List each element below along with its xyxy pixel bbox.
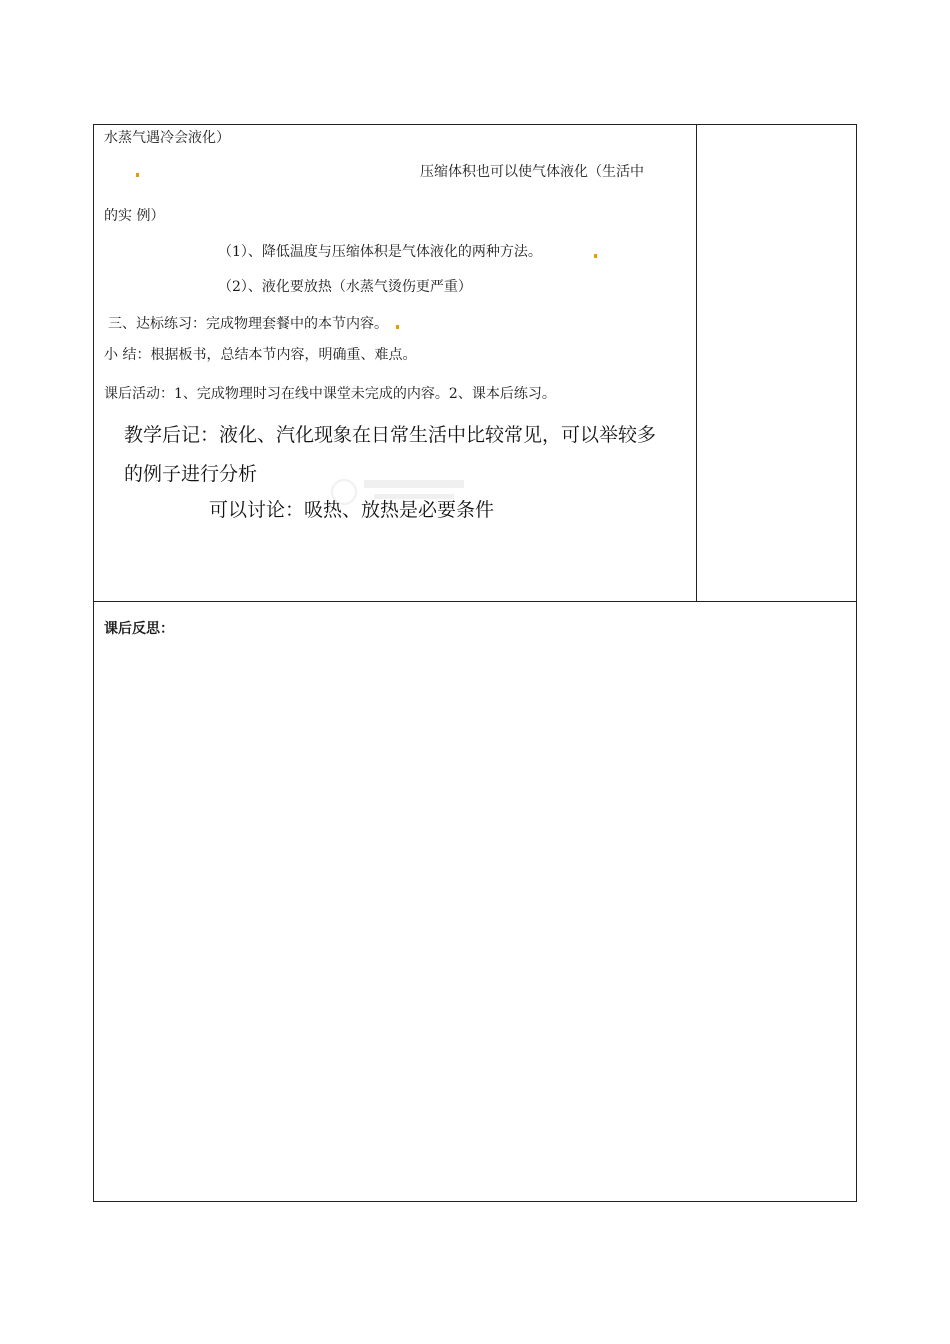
mark-dot: [136, 173, 139, 177]
homework-line: 课后活动：1、完成物理时习在线中课堂未完成的内容。2、课本后练习。: [104, 386, 556, 402]
teaching-note-line-1: 教学后记：液化、汽化现象在日常生活中比较常见，可以举较多: [124, 424, 657, 446]
section-three: 三、达标练习：完成物理套餐中的本节内容。: [108, 316, 388, 332]
mark-dot: [594, 254, 597, 258]
teaching-note-line-3: 可以讨论：吸热、放热是必要条件: [209, 499, 495, 521]
list-item-1: （1）、降低温度与压缩体积是气体液化的两种方法。: [218, 244, 542, 260]
main-content-cell: [94, 125, 697, 601]
mark-dot: [396, 325, 399, 329]
content-row: [94, 125, 856, 602]
list-item-2: （2）、液化要放热（水蒸气烫伤更严重）: [218, 279, 472, 295]
watermark-logo: [324, 470, 474, 510]
text-line-3: 的实 例）: [104, 208, 165, 224]
text-line-1: 水蒸气遇冷会液化）: [104, 130, 230, 146]
reflection-label: 课后反思：: [104, 621, 174, 637]
reflection-row: [94, 602, 856, 1201]
lesson-table: [93, 124, 857, 1202]
summary-line: 小 结：根据板书，总结本节内容，明确重、难点。: [104, 347, 417, 363]
side-notes-cell: [697, 125, 856, 601]
teaching-note-line-2: 的例子进行分析: [124, 463, 258, 485]
text-line-2: 压缩体积也可以使气体液化（生活中: [420, 164, 644, 180]
